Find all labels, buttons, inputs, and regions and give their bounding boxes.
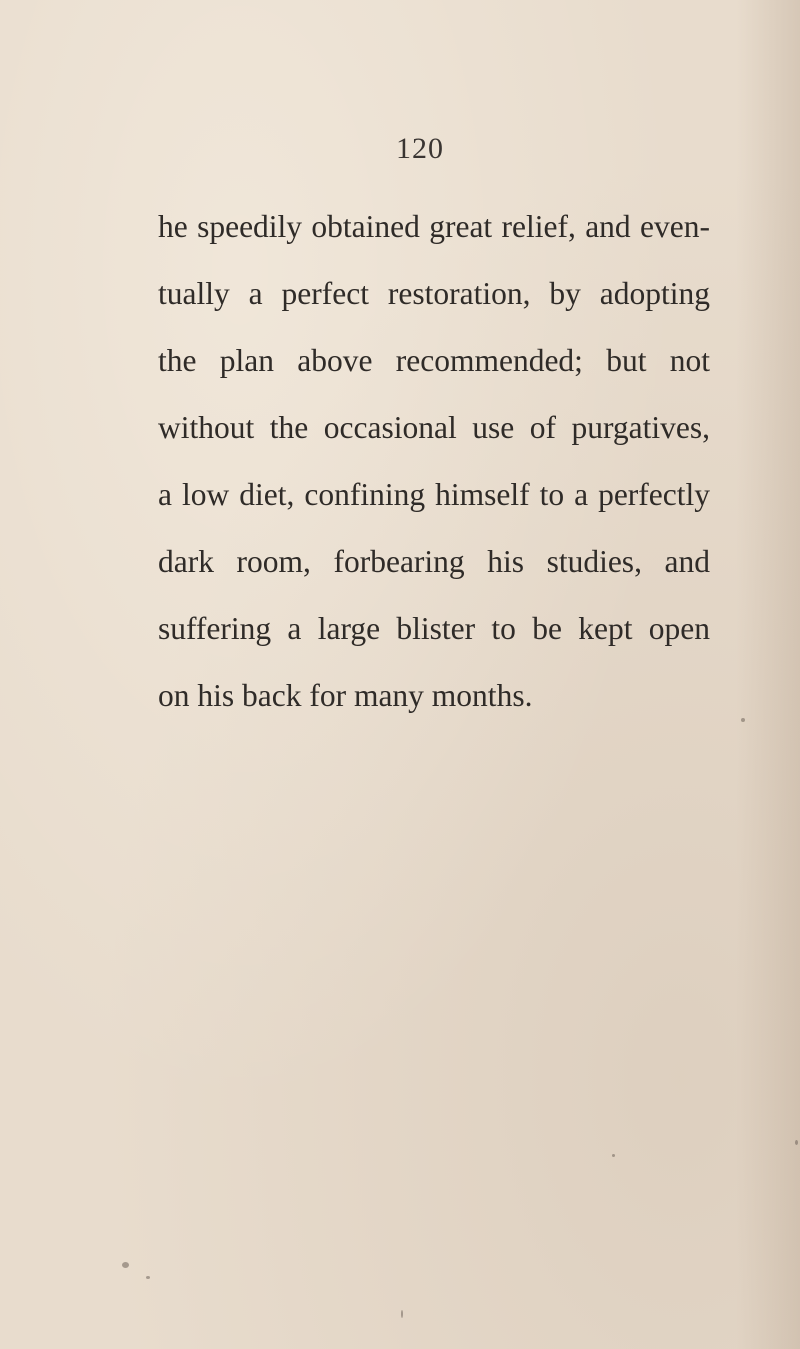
text-line: dark room, forbearing his studies, and (158, 544, 710, 579)
text-line: the plan above recommended; but not (158, 343, 710, 378)
paper-speck (612, 1154, 615, 1157)
paper-speck (401, 1310, 403, 1318)
text-line: without the occasional use of purgatives, (158, 410, 710, 445)
text-line: tually a perfect restoration, by adopting (158, 276, 710, 311)
paper-speck (122, 1262, 129, 1268)
paragraph (158, 193, 710, 729)
text-line: on his back for many months. (158, 678, 533, 713)
paper-speck (741, 718, 745, 722)
paper-speck (146, 1276, 150, 1279)
page-number: 120 (396, 132, 444, 165)
text-line: a low diet, confining himself to a perfectly (158, 477, 710, 512)
text-line: he speedily obtained great relief, and even- (158, 209, 710, 244)
text-line: suffering a large blister to be kept open (158, 611, 710, 646)
paper-speck (795, 1140, 798, 1145)
